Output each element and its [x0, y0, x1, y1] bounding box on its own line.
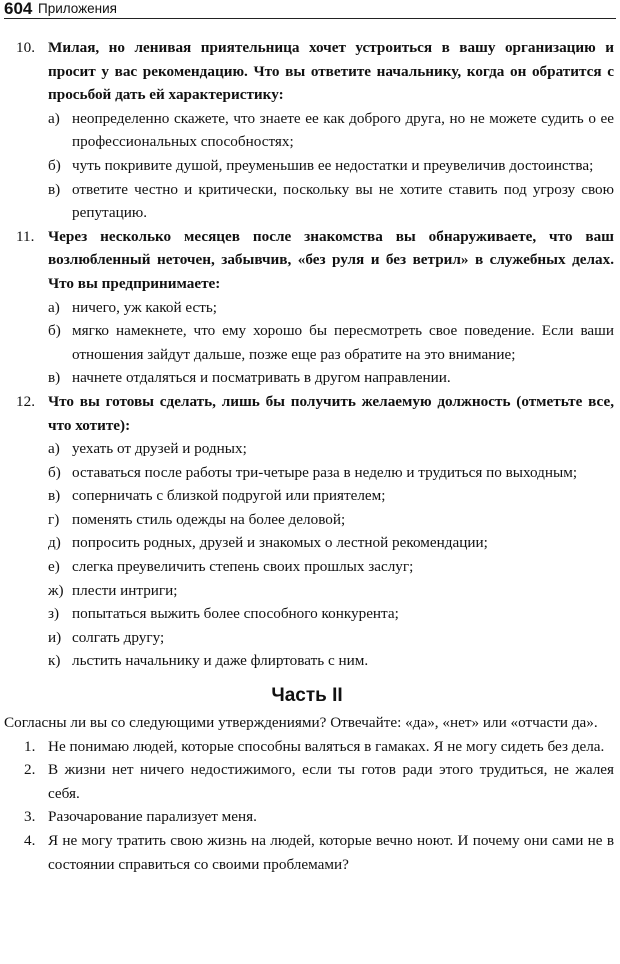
question-11	[0, 225, 614, 296]
option-label: б)	[48, 463, 61, 481]
question-12	[0, 390, 614, 437]
statement-number: 3.	[24, 808, 36, 826]
option-item	[0, 107, 614, 154]
option-item	[0, 531, 614, 555]
option-text: начнете отдаляться и посматривать в другом направлении.	[72, 369, 451, 387]
option-label: в)	[48, 180, 61, 198]
option-text: попытаться выжить более способного конкурента;	[72, 605, 399, 623]
option-text: уехать от друзей и родных;	[72, 440, 247, 458]
option-label: з)	[48, 605, 60, 623]
option-label: б)	[48, 322, 61, 340]
option-item	[0, 178, 614, 225]
option-item	[0, 319, 614, 366]
option-item	[0, 296, 614, 320]
option-label: е)	[48, 558, 60, 576]
option-text: слегка преувеличить степень своих прошлых заслуг;	[72, 558, 414, 576]
page-header	[4, 0, 616, 20]
option-item	[0, 461, 614, 485]
statement-number: 4.	[24, 832, 36, 849]
statement-number: 2.	[24, 761, 36, 779]
option-item	[0, 437, 614, 461]
option-label: и)	[48, 628, 62, 646]
page-content	[0, 36, 614, 876]
option-item	[0, 626, 614, 650]
option-text: соперничать с близкой подругой или приятелем;	[72, 487, 386, 505]
statement-item	[0, 829, 614, 876]
statement-number: 1.	[24, 737, 36, 755]
option-label: г)	[48, 510, 60, 528]
option-label: ж)	[48, 581, 64, 599]
option-text: попросить родных, друзей и знакомых о лестной рекомендации;	[72, 534, 488, 552]
option-text: ответите честно и критически, поскольку вы не хотите ставить под угрозу свою репутацию.	[72, 180, 614, 222]
option-label: а)	[48, 298, 60, 316]
question-text: Что вы готовы сделать, лишь бы получить желаемую должность (отметьте все, что хотите):	[48, 392, 614, 434]
statement-text: Разочарование парализует меня.	[48, 808, 257, 826]
option-item	[0, 602, 614, 626]
option-label: а)	[48, 440, 60, 458]
option-item	[0, 555, 614, 579]
option-label: в)	[48, 369, 61, 387]
option-text: мягко намекнете, что ему хорошо бы пересмотреть свое поведение. Если ваши отношения зайдут дальше, позже еще раз обратите на это внимание;	[72, 322, 614, 363]
option-text: плести интриги;	[72, 581, 178, 599]
option-text: оставаться после работы три-четыре раза в неделю и трудиться по выходным;	[72, 463, 578, 481]
part-intro: Согласны ли вы со следующими утверждениями? Отвечайте: «да», «нет» или «отчасти да».	[4, 714, 598, 732]
option-label: д)	[48, 534, 61, 552]
option-item	[0, 579, 614, 603]
option-label: к)	[48, 652, 61, 670]
option-item	[0, 508, 614, 532]
option-label: в)	[48, 487, 61, 505]
option-item	[0, 154, 614, 178]
option-text: льстить начальнику и даже флиртовать с ним.	[72, 652, 369, 670]
question-text: Через несколько месяцев после знакомства вы обнаруживаете, что ваш возлюбленный неточен, забывчив, «без руля и без ветрил» в служебных делах. Что вы предпринимаете:	[48, 227, 614, 292]
option-item	[0, 366, 614, 390]
option-item	[0, 649, 614, 673]
statement-item	[0, 805, 614, 829]
header-rule	[4, 18, 616, 19]
question-number: 10.	[16, 39, 35, 56]
option-text: чуть покривите душой, преуменьшив ее недостатки и преувеличив достоинства;	[72, 156, 594, 174]
question-text: Милая, но ленивая приятельница хочет устроиться в вашу организацию и просит у вас рекомендацию. Что вы ответите начальнику, когда он обратится с просьбой дать ей характеристику:	[48, 39, 614, 104]
question-number: 12.	[16, 392, 35, 410]
option-text: поменять стиль одежды на более деловой;	[72, 510, 346, 528]
statement-text: Не понимаю людей, которые способны валяться в гамаках. Я не могу сидеть без дела.	[48, 737, 605, 755]
statement-item	[0, 735, 614, 759]
statement-text: В жизни нет ничего недостижимого, если ты готов ради этого трудиться, не жалея себя.	[48, 761, 614, 802]
statement-item	[0, 758, 614, 805]
option-text: неопределенно скажете, что знаете ее как доброго друга, но не можете судить о ее профессиональных способностях;	[72, 109, 614, 151]
question-number: 11.	[16, 227, 35, 245]
page-number: 604	[4, 0, 33, 18]
section-title: Приложения	[38, 1, 117, 16]
question-10	[0, 36, 614, 107]
part-heading: Часть II	[271, 685, 343, 707]
option-text: солгать другу;	[72, 628, 165, 646]
option-text: ничего, уж какой есть;	[72, 298, 218, 316]
option-label: б)	[48, 156, 61, 174]
option-label: а)	[48, 109, 60, 127]
statement-text: Я не могу тратить свою жизнь на людей, которые вечно ноют. И почему они сами не в состоянии справиться со своими проблемами?	[48, 832, 614, 873]
option-item	[0, 484, 614, 508]
